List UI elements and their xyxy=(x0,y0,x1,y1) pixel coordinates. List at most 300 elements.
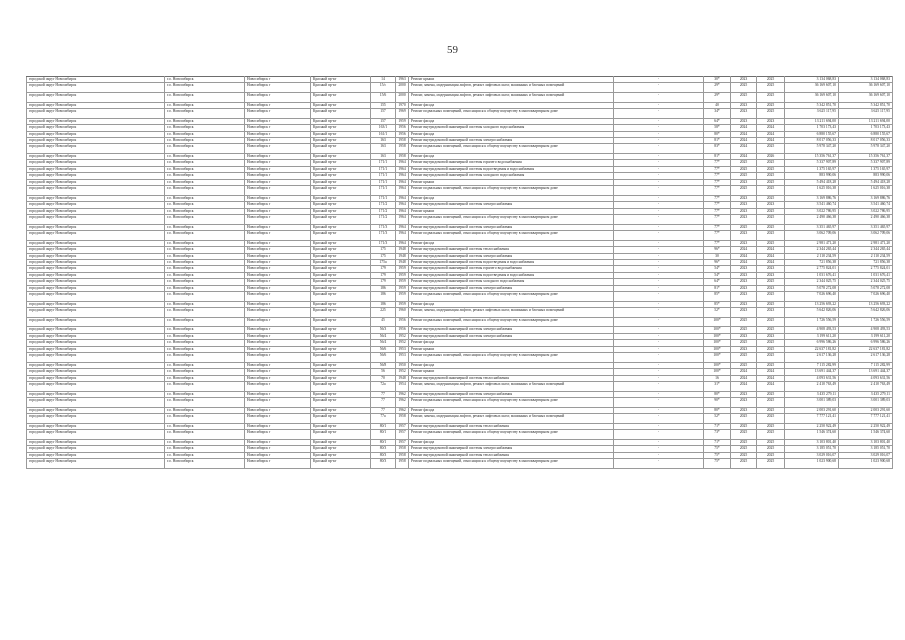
dash-cell: - xyxy=(614,125,704,131)
city-cell: Новосибирск г xyxy=(245,137,311,143)
end-year-cell: 2025 xyxy=(757,398,785,408)
building-cell: 186 xyxy=(371,285,396,291)
dash-cell: - xyxy=(614,446,704,452)
work-type-cell: Ремонт внутридомовой инженерной системы горячего водоснабжения xyxy=(409,160,614,166)
wear-cell: 100* xyxy=(704,353,731,363)
locality-cell: г.о. Новосибирск xyxy=(165,125,245,131)
street-cell: Красный пр-кт xyxy=(311,452,371,458)
wear-cell: 16 xyxy=(704,375,731,381)
locality-cell: г.о. Новосибирск xyxy=(165,109,245,119)
start-year-cell: 2023 xyxy=(731,109,757,119)
locality-cell: г.о. Новосибирск xyxy=(165,247,245,253)
end-year-cell: 2025 xyxy=(757,446,785,452)
cost-cell: 3 169 886,76 xyxy=(785,195,839,201)
city-cell: Новосибирск г xyxy=(245,346,311,352)
district-cell: городской округ Новосибирск xyxy=(27,224,165,230)
district-cell: городской округ Новосибирск xyxy=(27,231,165,241)
year-cell: 1958 xyxy=(396,154,409,160)
street-cell: Красный пр-кт xyxy=(311,301,371,307)
end-year-cell: 2024 xyxy=(757,375,785,381)
district-cell: городской округ Новосибирск xyxy=(27,369,165,375)
start-year-cell: 2023 xyxy=(731,231,757,241)
dash-cell: - xyxy=(614,160,704,166)
locality-cell: г.о. Новосибирск xyxy=(165,118,245,124)
dash-cell: - xyxy=(614,186,704,196)
locality-cell: г.о. Новосибирск xyxy=(165,353,245,363)
cost-cell: 5 642 826,06 xyxy=(785,308,839,318)
dash-cell: - xyxy=(614,317,704,327)
dash-cell: - xyxy=(614,414,704,424)
total-cell: 7 026 696,40 xyxy=(839,292,893,302)
start-year-cell: 2024 xyxy=(731,125,757,131)
start-year-cell: 2023 xyxy=(731,240,757,246)
page-number: 59 xyxy=(447,44,458,56)
building-cell: 157 xyxy=(371,109,396,119)
locality-cell: г.о. Новосибирск xyxy=(165,423,245,429)
district-cell: городской округ Новосибирск xyxy=(27,439,165,445)
city-cell: Новосибирск г xyxy=(245,77,311,83)
year-cell: 1953 xyxy=(396,346,409,352)
work-type-cell: Ремонт подвальных помещений, относящихся к общему имуществу в многоквартирном доме xyxy=(409,353,614,363)
city-cell: Новосибирск г xyxy=(245,407,311,413)
building-cell: 171/1 xyxy=(371,179,396,185)
building-cell: 171/1 xyxy=(371,195,396,201)
wear-cell: 96* xyxy=(704,247,731,253)
district-cell: городской округ Новосибирск xyxy=(27,154,165,160)
end-year-cell: 2023 xyxy=(757,202,785,208)
start-year-cell: 2025 xyxy=(731,430,757,440)
street-cell: Красный пр-кт xyxy=(311,125,371,131)
district-cell: городской округ Новосибирск xyxy=(27,375,165,381)
dash-cell: - xyxy=(614,93,704,103)
year-cell: 1964 xyxy=(396,231,409,241)
locality-cell: г.о. Новосибирск xyxy=(165,346,245,352)
work-type-cell: Ремонт крыши xyxy=(409,208,614,214)
district-cell: городской округ Новосибирск xyxy=(27,83,165,93)
building-cell: 171/1 xyxy=(371,186,396,196)
wear-cell: 75* xyxy=(704,459,731,469)
building-cell: 77 xyxy=(371,407,396,413)
building-cell: 56/3 xyxy=(371,327,396,333)
district-cell: городской округ Новосибирск xyxy=(27,102,165,108)
building-cell: 15/6 xyxy=(371,93,396,103)
cost-cell: 4 908 493,53 xyxy=(785,327,839,333)
locality-cell: г.о. Новосибирск xyxy=(165,137,245,143)
city-cell: Новосибирск г xyxy=(245,398,311,408)
district-cell: городской округ Новосибирск xyxy=(27,317,165,327)
district-cell: городской округ Новосибирск xyxy=(27,137,165,143)
cost-cell: 1 375 165,97 xyxy=(785,166,839,172)
district-cell: городской округ Новосибирск xyxy=(27,144,165,154)
building-cell: 186 xyxy=(371,292,396,302)
building-cell: 80/3 xyxy=(371,459,396,469)
work-type-cell: Ремонт фасада xyxy=(409,195,614,201)
street-cell: Красный пр-кт xyxy=(311,253,371,259)
city-cell: Новосибирск г xyxy=(245,375,311,381)
locality-cell: г.о. Новосибирск xyxy=(165,308,245,318)
city-cell: Новосибирск г xyxy=(245,166,311,172)
end-year-cell: 2025 xyxy=(757,423,785,429)
district-cell: городской округ Новосибирск xyxy=(27,253,165,259)
city-cell: Новосибирск г xyxy=(245,231,311,241)
locality-cell: г.о. Новосибирск xyxy=(165,253,245,259)
cost-cell: 7 777 121,41 xyxy=(785,414,839,424)
year-cell: 1964 xyxy=(396,215,409,225)
start-year-cell: 2023 xyxy=(731,266,757,272)
cost-cell: 721 856,38 xyxy=(785,260,839,266)
cost-cell: 1 023 900,68 xyxy=(785,459,839,469)
work-type-cell: Ремонт, замена, модернизация лифтов, ремонт лифтовых шахт, машинных и блочных помещений xyxy=(409,382,614,392)
work-type-cell: Ремонт внутридомовой инженерной системы электроснабжения xyxy=(409,285,614,291)
wear-cell: 81* xyxy=(704,285,731,291)
total-cell: 1 031 676,41 xyxy=(839,272,893,278)
end-year-cell: 2025 xyxy=(757,166,785,172)
cost-cell: 5 337 907,89 xyxy=(785,160,839,166)
total-cell: 2 003 291,60 xyxy=(839,407,893,413)
street-cell: Красный пр-кт xyxy=(311,154,371,160)
table-row xyxy=(27,231,893,241)
work-type-cell: Ремонт крыши xyxy=(409,77,614,83)
work-type-cell: Ремонт внутридомовой инженерной системы холодного водоснабжения xyxy=(409,279,614,285)
work-type-cell: Ремонт фасада xyxy=(409,362,614,368)
dash-cell: - xyxy=(614,308,704,318)
building-cell: 171/1 xyxy=(371,173,396,179)
city-cell: Новосибирск г xyxy=(245,202,311,208)
total-cell: 5 494 418,28 xyxy=(839,179,893,185)
start-year-cell: 2025 xyxy=(731,173,757,179)
start-year-cell: 2025 xyxy=(731,93,757,103)
work-type-cell: Ремонт внутридомовой инженерной системы водоотведения и водоснабжения xyxy=(409,166,614,172)
street-cell: Красный пр-кт xyxy=(311,327,371,333)
wear-cell: 40 xyxy=(704,102,731,108)
wear-cell: 75* xyxy=(704,452,731,458)
start-year-cell: 2023 xyxy=(731,346,757,352)
street-cell: Красный пр-кт xyxy=(311,423,371,429)
total-cell: 2 410 763,49 xyxy=(839,382,893,392)
city-cell: Новосибирск г xyxy=(245,125,311,131)
district-cell: городской округ Новосибирск xyxy=(27,279,165,285)
dash-cell: - xyxy=(614,292,704,302)
locality-cell: г.о. Новосибирск xyxy=(165,173,245,179)
city-cell: Новосибирск г xyxy=(245,253,311,259)
locality-cell: г.о. Новосибирск xyxy=(165,292,245,302)
total-cell: 7 115 282,99 xyxy=(839,362,893,368)
city-cell: Новосибирск г xyxy=(245,446,311,452)
end-year-cell: 2025 xyxy=(757,240,785,246)
cost-cell: 3 351 465,97 xyxy=(785,224,839,230)
district-cell: городской округ Новосибирск xyxy=(27,166,165,172)
work-type-cell: Ремонт внутридомовой инженерной системы холодного водоснабжения xyxy=(409,125,614,131)
street-cell: Красный пр-кт xyxy=(311,195,371,201)
total-cell: 5 642 826,06 xyxy=(839,308,893,318)
start-year-cell: 2023 xyxy=(731,407,757,413)
table-row xyxy=(27,430,893,440)
city-cell: Новосибирск г xyxy=(245,131,311,137)
cost-cell: 2 250 922,49 xyxy=(785,423,839,429)
cost-cell: 3 185 051,70 xyxy=(785,446,839,452)
dash-cell: - xyxy=(614,459,704,469)
cost-cell: 15 356 761,37 xyxy=(785,154,839,160)
total-cell: 2 775 824,01 xyxy=(839,266,893,272)
wear-cell: 77* xyxy=(704,224,731,230)
year-cell: 1959 xyxy=(396,292,409,302)
year-cell: 1964 xyxy=(396,208,409,214)
start-year-cell: 2024 xyxy=(731,131,757,137)
wear-cell: 81* xyxy=(704,137,731,143)
work-type-cell: Ремонт внутридомовой инженерной системы горячего водоснабжения xyxy=(409,266,614,272)
city-cell: Новосибирск г xyxy=(245,353,311,363)
end-year-cell: 2024 xyxy=(757,260,785,266)
total-cell: 4 908 493,53 xyxy=(839,327,893,333)
city-cell: Новосибирск г xyxy=(245,285,311,291)
table-row xyxy=(27,83,893,93)
building-cell: 161/1 xyxy=(371,131,396,137)
wear-cell: 100* xyxy=(704,317,731,327)
cost-cell: 2 775 824,01 xyxy=(785,266,839,272)
cost-cell: 2 981 471,20 xyxy=(785,240,839,246)
city-cell: Новосибирск г xyxy=(245,160,311,166)
year-cell: 1957 xyxy=(396,423,409,429)
district-cell: городской округ Новосибирск xyxy=(27,272,165,278)
cost-cell: 3 001 389,03 xyxy=(785,398,839,408)
locality-cell: г.о. Новосибирск xyxy=(165,231,245,241)
total-cell: 1 726 556,59 xyxy=(839,317,893,327)
building-cell: 157 xyxy=(371,118,396,124)
start-year-cell: 2023 xyxy=(731,308,757,318)
total-cell: 3 199 611,20 xyxy=(839,333,893,339)
district-cell: городской округ Новосибирск xyxy=(27,353,165,363)
locality-cell: г.о. Новосибирск xyxy=(165,327,245,333)
dash-cell: - xyxy=(614,279,704,285)
dash-cell: - xyxy=(614,333,704,339)
street-cell: Красный пр-кт xyxy=(311,77,371,83)
work-type-cell: Ремонт внутридомовой инженерной системы водоотведения и водоснабжения xyxy=(409,272,614,278)
locality-cell: г.о. Новосибирск xyxy=(165,160,245,166)
dash-cell: - xyxy=(614,430,704,440)
street-cell: Красный пр-кт xyxy=(311,340,371,346)
locality-cell: г.о. Новосибирск xyxy=(165,439,245,445)
dash-cell: - xyxy=(614,340,704,346)
wear-cell: 77* xyxy=(704,166,731,172)
start-year-cell: 2025 xyxy=(731,362,757,368)
district-cell: городской округ Новосибирск xyxy=(27,446,165,452)
street-cell: Красный пр-кт xyxy=(311,231,371,241)
city-cell: Новосибирск г xyxy=(245,340,311,346)
district-cell: городской округ Новосибирск xyxy=(27,125,165,131)
building-cell: 15/с xyxy=(371,83,396,93)
dash-cell: - xyxy=(614,179,704,185)
dash-cell: - xyxy=(614,77,704,83)
end-year-cell: 2025 xyxy=(757,224,785,230)
year-cell: 1958 xyxy=(396,144,409,154)
city-cell: Новосибирск г xyxy=(245,327,311,333)
street-cell: Красный пр-кт xyxy=(311,279,371,285)
total-cell: 6 996 586,26 xyxy=(839,340,893,346)
wear-cell: 77* xyxy=(704,240,731,246)
locality-cell: г.о. Новосибирск xyxy=(165,131,245,137)
locality-cell: г.о. Новосибирск xyxy=(165,333,245,339)
district-cell: городской округ Новосибирск xyxy=(27,266,165,272)
end-year-cell: 2025 xyxy=(757,452,785,458)
year-cell: 1959 xyxy=(396,301,409,307)
dash-cell: - xyxy=(614,253,704,259)
locality-cell: г.о. Новосибирск xyxy=(165,452,245,458)
locality-cell: г.о. Новосибирск xyxy=(165,215,245,225)
cost-cell: 1 703 173,43 xyxy=(785,125,839,131)
dash-cell: - xyxy=(614,202,704,208)
start-year-cell: 2024 xyxy=(731,253,757,259)
end-year-cell: 2025 xyxy=(757,362,785,368)
total-cell: 2 981 471,20 xyxy=(839,240,893,246)
dash-cell: - xyxy=(614,131,704,137)
street-cell: Красный пр-кт xyxy=(311,353,371,363)
district-cell: городской округ Новосибирск xyxy=(27,346,165,352)
district-cell: городской округ Новосибирск xyxy=(27,292,165,302)
street-cell: Красный пр-кт xyxy=(311,102,371,108)
building-cell: 45 xyxy=(371,317,396,327)
year-cell: 1959 xyxy=(396,285,409,291)
dash-cell: - xyxy=(614,137,704,143)
street-cell: Красный пр-кт xyxy=(311,362,371,368)
dash-cell: - xyxy=(614,247,704,253)
street-cell: Красный пр-кт xyxy=(311,208,371,214)
work-type-cell: Ремонт фасада xyxy=(409,301,614,307)
city-cell: Новосибирск г xyxy=(245,179,311,185)
wear-cell: 29* xyxy=(704,93,731,103)
work-type-cell: Ремонт внутридомовой инженерной системы водоотведения и водоснабжения xyxy=(409,260,614,266)
end-year-cell: 2025 xyxy=(757,102,785,108)
building-cell: 80/1 xyxy=(371,423,396,429)
work-type-cell: Ремонт, замена, модернизация лифтов, ремонт лифтовых шахт, машинных и блочных помещений xyxy=(409,414,614,424)
year-cell: 1964 xyxy=(396,173,409,179)
street-cell: Красный пр-кт xyxy=(311,407,371,413)
end-year-cell: 2025 xyxy=(757,179,785,185)
wear-cell: 75* xyxy=(704,446,731,452)
cost-cell: 6 996 586,26 xyxy=(785,340,839,346)
street-cell: Красный пр-кт xyxy=(311,166,371,172)
year-cell: 1956 xyxy=(396,317,409,327)
end-year-cell: 2025 xyxy=(757,414,785,424)
year-cell: 2000 xyxy=(396,83,409,93)
street-cell: Красный пр-кт xyxy=(311,179,371,185)
work-type-cell: Ремонт подвальных помещений, относящихся к общему имуществу в многоквартирном доме xyxy=(409,317,614,327)
work-type-cell: Ремонт, замена, модернизация лифтов, ремонт лифтовых шахт, машинных и блочных помещений xyxy=(409,83,614,93)
year-cell: 1953 xyxy=(396,353,409,363)
cost-cell: 13 256 693,22 xyxy=(785,301,839,307)
end-year-cell: 2025 xyxy=(757,215,785,225)
year-cell: 1962 xyxy=(396,391,409,397)
year-cell: 1948 xyxy=(396,260,409,266)
work-type-cell: Ремонт внутридомовой инженерной системы холодного водоснабжения xyxy=(409,173,614,179)
cost-cell: 1 625 016,38 xyxy=(785,186,839,196)
locality-cell: г.о. Новосибирск xyxy=(165,369,245,375)
street-cell: Красный пр-кт xyxy=(311,430,371,440)
district-cell: городской округ Новосибирск xyxy=(27,327,165,333)
table-row xyxy=(27,109,893,119)
cost-cell: 13 211 694,00 xyxy=(785,118,839,124)
work-type-cell: Ремонт подвальных помещений, относящихся к общему имуществу в многоквартирном доме xyxy=(409,398,614,408)
building-cell: 56 xyxy=(371,369,396,375)
wear-cell: 52* xyxy=(704,414,731,424)
district-cell: городской округ Новосибирск xyxy=(27,398,165,408)
total-cell: 13 211 694,00 xyxy=(839,118,893,124)
cost-cell: 6 880 155,67 xyxy=(785,131,839,137)
locality-cell: г.о. Новосибирск xyxy=(165,144,245,154)
city-cell: Новосибирск г xyxy=(245,301,311,307)
total-cell: 3 134 068,83 xyxy=(839,77,893,83)
dash-cell: - xyxy=(614,346,704,352)
building-cell: 80/1 xyxy=(371,430,396,440)
total-cell: 3 169 886,76 xyxy=(839,195,893,201)
building-cell: 171/3 xyxy=(371,231,396,241)
dash-cell: - xyxy=(614,452,704,458)
dash-cell: - xyxy=(614,398,704,408)
start-year-cell: 2024 xyxy=(731,375,757,381)
locality-cell: г.о. Новосибирск xyxy=(165,202,245,208)
year-cell: 1970 xyxy=(396,102,409,108)
street-cell: Красный пр-кт xyxy=(311,224,371,230)
total-cell: 3 185 051,70 xyxy=(839,446,893,452)
district-cell: городской округ Новосибирск xyxy=(27,195,165,201)
start-year-cell: 2023 xyxy=(731,195,757,201)
total-cell: 1 023 900,68 xyxy=(839,459,893,469)
cost-cell: 3 435 279,11 xyxy=(785,391,839,397)
year-cell: 1952 xyxy=(396,369,409,375)
dash-cell: - xyxy=(614,362,704,368)
locality-cell: г.о. Новосибирск xyxy=(165,266,245,272)
cost-cell: 3 199 611,20 xyxy=(785,333,839,339)
end-year-cell: 2025 xyxy=(757,77,785,83)
wear-cell: 81* xyxy=(704,154,731,160)
end-year-cell: 2025 xyxy=(757,459,785,469)
cost-cell: 2 490 466,38 xyxy=(785,215,839,225)
street-cell: Красный пр-кт xyxy=(311,266,371,272)
building-cell: 171/3 xyxy=(371,240,396,246)
street-cell: Красный пр-кт xyxy=(311,272,371,278)
locality-cell: г.о. Новосибирск xyxy=(165,407,245,413)
locality-cell: г.о. Новосибирск xyxy=(165,102,245,108)
wear-cell: 77* xyxy=(704,179,731,185)
district-cell: городской округ Новосибирск xyxy=(27,77,165,83)
street-cell: Красный пр-кт xyxy=(311,375,371,381)
year-cell: 1964 xyxy=(396,224,409,230)
wear-cell: 71* xyxy=(704,423,731,429)
start-year-cell: 2023 xyxy=(731,215,757,225)
start-year-cell: 2024 xyxy=(731,137,757,143)
registry-table xyxy=(26,76,893,469)
city-cell: Новосибирск г xyxy=(245,186,311,196)
end-year-cell: 2024 xyxy=(757,137,785,143)
dash-cell: - xyxy=(614,83,704,93)
end-year-cell: 2023 xyxy=(757,118,785,124)
year-cell: 1964 xyxy=(396,160,409,166)
start-year-cell: 2024 xyxy=(731,369,757,375)
start-year-cell: 2023 xyxy=(731,279,757,285)
street-cell: Красный пр-кт xyxy=(311,308,371,318)
district-cell: городской округ Новосибирск xyxy=(27,301,165,307)
table-row xyxy=(27,398,893,408)
cost-cell: 2 410 763,49 xyxy=(785,382,839,392)
cost-cell: 5 342 851,70 xyxy=(785,102,839,108)
building-cell: 56/4 xyxy=(371,340,396,346)
dash-cell: - xyxy=(614,195,704,201)
year-cell: 1958 xyxy=(396,414,409,424)
total-cell: 22 637 181,82 xyxy=(839,346,893,352)
locality-cell: г.о. Новосибирск xyxy=(165,224,245,230)
work-type-cell: Ремонт фасада xyxy=(409,131,614,137)
dash-cell: - xyxy=(614,166,704,172)
total-cell: 883 990,06 xyxy=(839,173,893,179)
